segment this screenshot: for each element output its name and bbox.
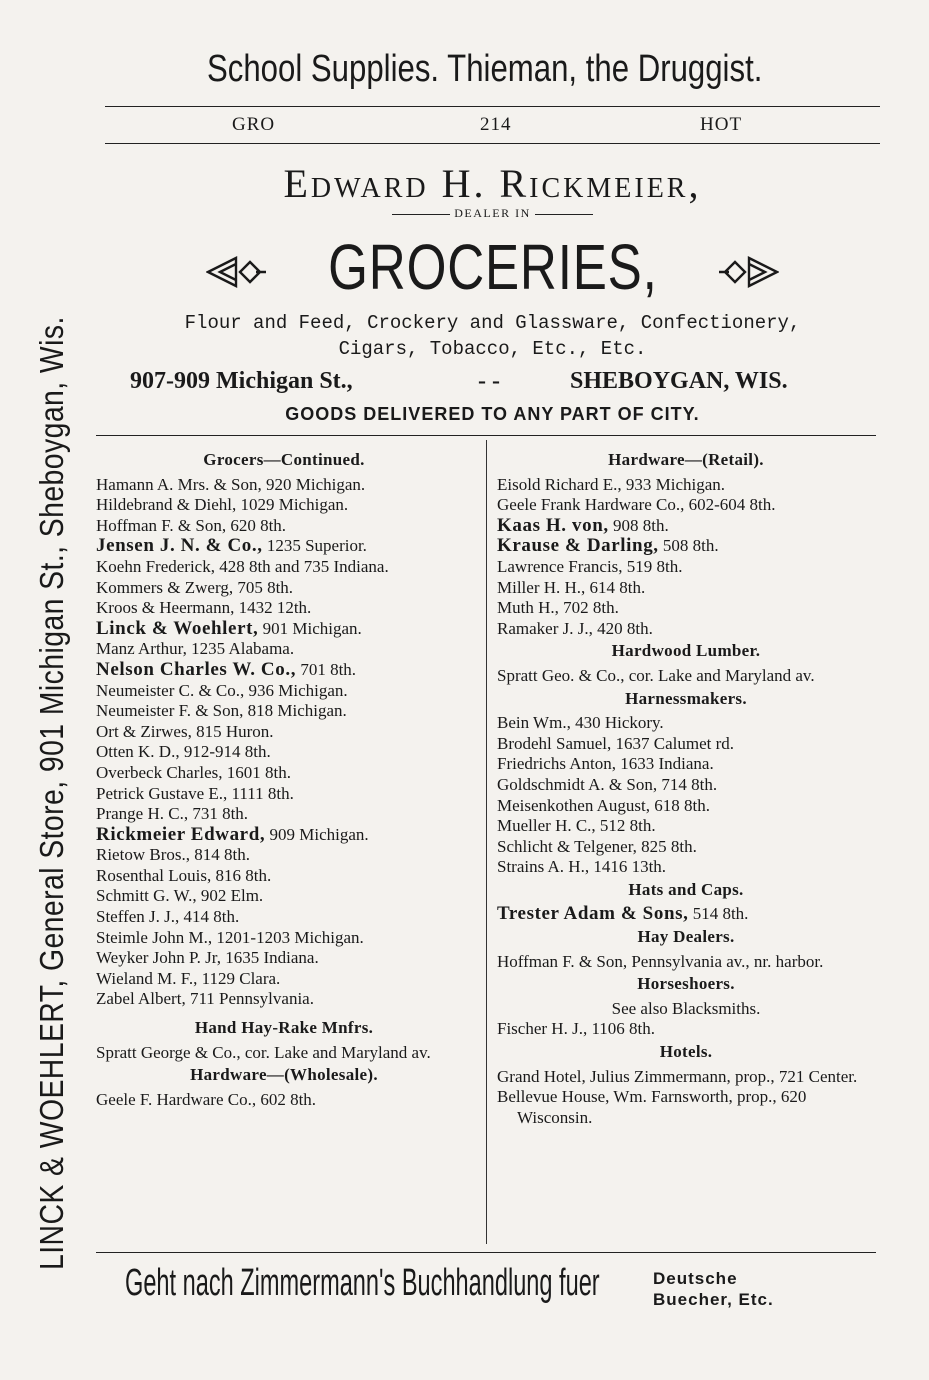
- side-advertisement-text: LINCK & WOEHLERT, General Store, 901 Michigan St., Sheboygan, Wis.: [33, 316, 70, 1270]
- list-item: Prange H. C., 731 8th.: [96, 804, 249, 824]
- jensen-address: 1235 Superior.: [262, 536, 367, 556]
- list-item: Hildebrand & Diehl, 1029 Michigan.: [96, 495, 349, 515]
- rickmeier-address: 909 Michigan.: [265, 824, 369, 844]
- bottom-advertisement-german: Geht nach Zimmermann's Buchhandlung fuer: [125, 1262, 600, 1304]
- page-number: 214: [480, 114, 512, 135]
- linck-name: Linck & Woehlert,: [96, 617, 259, 639]
- dealer-dash-left: [392, 214, 450, 215]
- list-item: Rietow Bros., 814 8th.: [96, 845, 250, 865]
- heading-horseshoers: Horseshoers.: [637, 974, 735, 994]
- heading-hardware-retail: Hardware—(Retail).: [608, 450, 764, 469]
- heading-hay-dealers: Hay Dealers.: [637, 927, 735, 947]
- right-ornament-icon: [717, 254, 779, 290]
- dealer-dash-right: [535, 214, 593, 215]
- horseshoers-note: See also Blacksmiths.: [611, 998, 761, 1018]
- list-item: Kommers & Zwerg, 705 8th.: [96, 577, 294, 597]
- advert-goods-line-1: Flour and Feed, Crockery and Glassware, Confectionery,: [184, 312, 801, 334]
- list-item: Friedrichs Anton, 1633 Indiana.: [497, 754, 714, 774]
- list-item: Neumeister C. & Co., 936 Michigan.: [96, 680, 348, 700]
- list-item: Ramaker J. J., 420 8th.: [497, 618, 653, 638]
- bottom-rule: [96, 1252, 876, 1253]
- advert-goods: [105, 310, 880, 362]
- list-item: Geele F. Hardware Co., 602 8th.: [96, 1089, 317, 1109]
- left-column: [96, 448, 472, 1110]
- list-item: Hoffman F. & Son, 620 8th.: [96, 515, 287, 535]
- list-item: Rosenthal Louis, 816 8th.: [96, 865, 272, 885]
- advert-street: 907-909 Michigan St.,: [130, 368, 353, 394]
- advert-groceries: GROCERIES,: [327, 231, 658, 303]
- heading-hotels: Hotels.: [659, 1042, 713, 1062]
- list-item-rickmeier: [96, 825, 472, 846]
- list-item: Lawrence Francis, 519 8th.: [497, 556, 683, 576]
- list-item: Goldschmidt A. & Son, 714 8th.: [497, 774, 718, 794]
- rickmeier-name: Rickmeier Edward,: [96, 823, 266, 845]
- linck-address: 901 Michigan.: [258, 618, 362, 638]
- advert-goods-line-2: Cigars, Tobacco, Etc., Etc.: [338, 338, 647, 360]
- list-item: Overbeck Charles, 1601 8th.: [96, 762, 291, 782]
- header-rule: [105, 143, 880, 144]
- heading-grocers: Grocers—Continued.: [203, 450, 365, 469]
- top-advertisement-text: School Supplies. Thieman, the Druggist.: [207, 48, 763, 90]
- list-item: Miller H. H., 614 8th.: [497, 577, 646, 597]
- list-item: Hoffman F. & Son, Pennsylvania av., nr. harbor.: [497, 951, 824, 971]
- side-advertisement: [26, 55, 78, 1270]
- list-item: Steimle John M., 1201-1203 Michigan.: [96, 927, 364, 947]
- kaas-address: 908 8th.: [608, 515, 669, 535]
- list-item: Bellevue House, Wm. Farnsworth, prop., 620 Wisconsin.: [497, 1087, 807, 1127]
- bottom-advertisement: [125, 1262, 885, 1322]
- list-item: Wieland M. F., 1129 Clara.: [96, 968, 281, 988]
- nelson-name: Nelson Charles W. Co.,: [96, 658, 297, 680]
- list-item: Spratt Geo. & Co., cor. Lake and Maryland av.: [497, 665, 815, 685]
- advert-dealer-text: DEALER IN: [454, 206, 531, 220]
- list-item: Meisenkothen August, 618 8th.: [497, 795, 710, 815]
- nelson-address: 701 8th.: [296, 659, 357, 679]
- advert-business-name: Edward H. Rickmeier,: [283, 161, 702, 206]
- list-item-trester: [497, 904, 875, 925]
- krause-address: 508 8th.: [658, 536, 719, 556]
- list-item: Strains A. H., 1416 13th.: [497, 857, 667, 877]
- list-item: Weyker John P. Jr, 1635 Indiana.: [96, 948, 319, 968]
- advert-dash: - -: [478, 368, 500, 394]
- list-item: Steffen J. J., 414 8th.: [96, 907, 240, 927]
- list-item: Bein Wm., 430 Hickory.: [497, 713, 664, 733]
- top-advertisement: [105, 48, 865, 91]
- heading-hardware-wholesale: Hardware—(Wholesale).: [190, 1065, 378, 1085]
- heading-hardwood-lumber: Hardwood Lumber.: [611, 641, 761, 661]
- list-item: Geele Frank Hardware Co., 602-604 8th.: [497, 495, 776, 515]
- list-item: Hamann A. Mrs. & Son, 920 Michigan.: [96, 474, 366, 494]
- bottom-advertisement-books: [653, 1268, 774, 1310]
- advert-main-line: [105, 230, 880, 304]
- list-item: Koehn Frederick, 428 8th and 735 Indiana.: [96, 556, 389, 576]
- advert-dealer-line: [105, 206, 880, 221]
- advert-bottom-rule: [96, 435, 876, 436]
- column-divider: [486, 440, 487, 1244]
- left-ornament-icon: [206, 254, 268, 290]
- running-head-right: HOT: [700, 114, 743, 135]
- list-item: Schmitt G. W., 902 Elm.: [96, 886, 264, 906]
- list-item: Zabel Albert, 711 Pennsylvania.: [96, 989, 314, 1009]
- heading-hay-rake: Hand Hay-Rake Mnfrs.: [194, 1018, 374, 1038]
- jensen-name: Jensen J. N. & Co.,: [96, 535, 263, 557]
- right-column: [497, 448, 875, 1128]
- list-item: Spratt George & Co., cor. Lake and Maryland av.: [96, 1042, 431, 1062]
- running-head: [105, 114, 875, 138]
- list-item: Otten K. D., 912-914 8th.: [96, 742, 271, 762]
- list-item-linck: [96, 619, 472, 640]
- list-item: Brodehl Samuel, 1637 Calumet rd.: [497, 733, 735, 753]
- heading-hats-caps: Hats and Caps.: [628, 879, 744, 899]
- list-item: Kroos & Heermann, 1432 12th.: [96, 598, 312, 618]
- list-item: Grand Hotel, Julius Zimmermann, prop., 721 Center.: [497, 1066, 858, 1086]
- list-item: Petrick Gustave E., 1111 8th.: [96, 783, 294, 803]
- krause-name: Krause & Darling,: [497, 535, 659, 557]
- bottom-advertisement-line-1: Deutsche: [653, 1269, 738, 1288]
- top-rule: [105, 106, 880, 107]
- list-item: Eisold Richard E., 933 Michigan.: [497, 474, 726, 494]
- trester-name: Trester Adam & Sons,: [497, 903, 689, 925]
- list-item: Ort & Zirwes, 815 Huron.: [96, 721, 274, 741]
- heading-harnessmakers: Harnessmakers.: [625, 688, 747, 708]
- list-item: Neumeister F. & Son, 818 Michigan.: [96, 701, 347, 721]
- kaas-name: Kaas H. von,: [497, 514, 609, 536]
- list-item: Fischer H. J., 1106 8th.: [497, 1019, 656, 1039]
- list-item-kaas: [497, 516, 875, 537]
- advert-delivery: GOODS DELIVERED TO ANY PART OF CITY.: [285, 404, 700, 424]
- list-item-nelson: [96, 660, 472, 681]
- advert-city: SHEBOYGAN, WIS.: [570, 368, 788, 394]
- bottom-advertisement-line-2: Buecher, Etc.: [653, 1290, 774, 1309]
- list-item-jensen: [96, 536, 472, 557]
- list-item-krause: [497, 536, 875, 557]
- trester-address: 514 8th.: [688, 904, 749, 924]
- list-item: Manz Arthur, 1235 Alabama.: [96, 639, 295, 659]
- list-item: Mueller H. C., 512 8th.: [497, 816, 656, 836]
- list-item: Muth H., 702 8th.: [497, 598, 619, 618]
- running-head-left: GRO: [232, 114, 276, 135]
- list-item: Schlicht & Telgener, 825 8th.: [497, 836, 697, 856]
